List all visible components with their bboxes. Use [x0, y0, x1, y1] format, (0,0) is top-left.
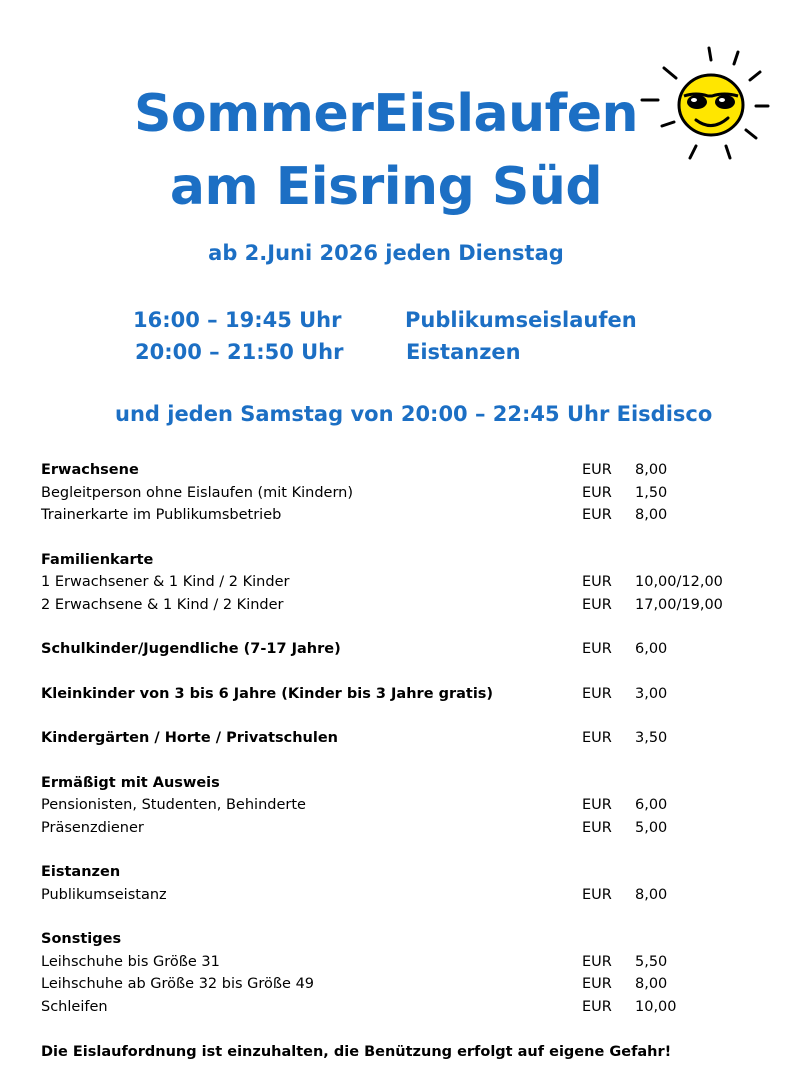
price-amount: 10,00/12,00 — [635, 574, 723, 590]
price-currency: EUR — [582, 819, 612, 836]
price-label: Präsenzdiener — [41, 819, 144, 836]
price-currency: EUR — [582, 685, 612, 702]
section-heading: Eistanzen — [41, 864, 121, 880]
price-label: Publikumseistanz — [41, 886, 167, 903]
price-amount: 6,00 — [635, 641, 668, 657]
price-currency: EUR — [582, 484, 612, 501]
price-currency: EUR — [582, 976, 612, 992]
price-row-kleinkinder — [41, 683, 781, 706]
price-row-fam1 — [41, 571, 781, 594]
price-row-schleifen — [41, 996, 781, 1019]
price-amount: 8,00 — [635, 886, 668, 903]
price-label: Schulkinder/Jugendliche (7-17 Jahre) — [41, 641, 341, 657]
price-label: Leihschuhe ab Größe 32 bis Größe 49 — [41, 976, 315, 992]
price-row-fam2 — [41, 594, 781, 617]
price-row-praesenzdiener — [41, 817, 781, 840]
price-amount: 3,00 — [635, 685, 668, 702]
price-amount: 6,00 — [635, 797, 668, 813]
price-label: 1 Erwachsener & 1 Kind / 2 Kinder — [41, 574, 290, 590]
price-amount: 8,00 — [635, 976, 668, 992]
price-currency: EUR — [582, 596, 612, 613]
price-row-erwachsene — [41, 459, 781, 482]
section-heading-familienkarte — [41, 549, 781, 572]
price-currency: EUR — [582, 641, 612, 657]
price-label: Schleifen — [41, 998, 108, 1015]
price-row-pensionisten — [41, 794, 781, 817]
price-amount: 5,50 — [635, 953, 668, 970]
price-amount: 8,00 — [635, 462, 668, 478]
price-currency: EUR — [582, 574, 612, 590]
section-heading-ermaessigt — [41, 772, 781, 795]
price-label: Erwachsene — [41, 462, 139, 478]
schedule-activity-2: Eistanzen — [406, 340, 521, 364]
price-amount: 8,00 — [635, 507, 668, 523]
price-row-kindergaerten — [41, 727, 781, 750]
price-currency: EUR — [582, 886, 612, 903]
price-amount: 17,00/19,00 — [635, 596, 723, 613]
page-title-line1: SommerEislaufen — [133, 84, 639, 144]
schedule-time-1: 16:00 – 19:45 Uhr — [133, 308, 342, 332]
price-currency: EUR — [582, 998, 612, 1015]
price-amount: 3,50 — [635, 730, 668, 746]
price-row-leih1 — [41, 951, 781, 974]
price-label: Kindergärten / Horte / Privatschulen — [41, 730, 339, 746]
sun-with-sunglasses-icon — [634, 42, 770, 164]
price-currency: EUR — [582, 797, 612, 813]
schedule-activity-1: Publikumseislaufen — [405, 308, 637, 332]
section-heading: Ermäßigt mit Ausweis — [41, 774, 220, 791]
price-currency: EUR — [582, 730, 612, 746]
section-heading: Familienkarte — [41, 551, 154, 568]
price-row-publikumseistanz — [41, 884, 781, 907]
price-label: Leihschuhe bis Größe 31 — [41, 953, 220, 970]
price-amount: 10,00 — [635, 998, 677, 1015]
date-subtitle: ab 2.Juni 2026 jeden Dienstag — [208, 241, 564, 265]
price-label: Trainerkarte im Publikumsbetrieb — [41, 507, 282, 523]
section-heading-sonstiges — [41, 928, 781, 951]
price-label: Kleinkinder von 3 bis 6 Jahre (Kinder bis 3 Jahre gratis) — [41, 685, 494, 702]
price-label: Begleitperson ohne Eislaufen (mit Kindern) — [41, 484, 354, 501]
schedule-time-2: 20:00 – 21:50 Uhr — [135, 340, 344, 364]
price-row-trainerkarte — [41, 504, 781, 527]
price-currency: EUR — [582, 953, 612, 970]
price-row-schulkinder — [41, 638, 781, 661]
page-title-line2: am Eisring Süd — [169, 157, 603, 217]
price-row-leih2 — [41, 973, 781, 996]
price-amount: 1,50 — [635, 484, 668, 501]
price-currency: EUR — [582, 507, 612, 523]
section-heading: Sonstiges — [41, 931, 122, 947]
price-currency: EUR — [582, 462, 612, 478]
price-label: 2 Erwachsene & 1 Kind / 2 Kinder — [41, 596, 284, 613]
section-heading-eistanzen — [41, 861, 781, 884]
saturday-disco-line: und jeden Samstag von 20:00 – 22:45 Uhr Eisdisco — [115, 402, 713, 426]
footer-notice: Die Eislaufordnung ist einzuhalten, die Benützung erfolgt auf eigene Gefahr! — [41, 1044, 672, 1060]
price-amount: 5,00 — [635, 819, 668, 836]
price-list — [41, 459, 781, 1018]
price-row-begleitperson — [41, 482, 781, 505]
price-label: Pensionisten, Studenten, Behinderte — [41, 797, 306, 813]
